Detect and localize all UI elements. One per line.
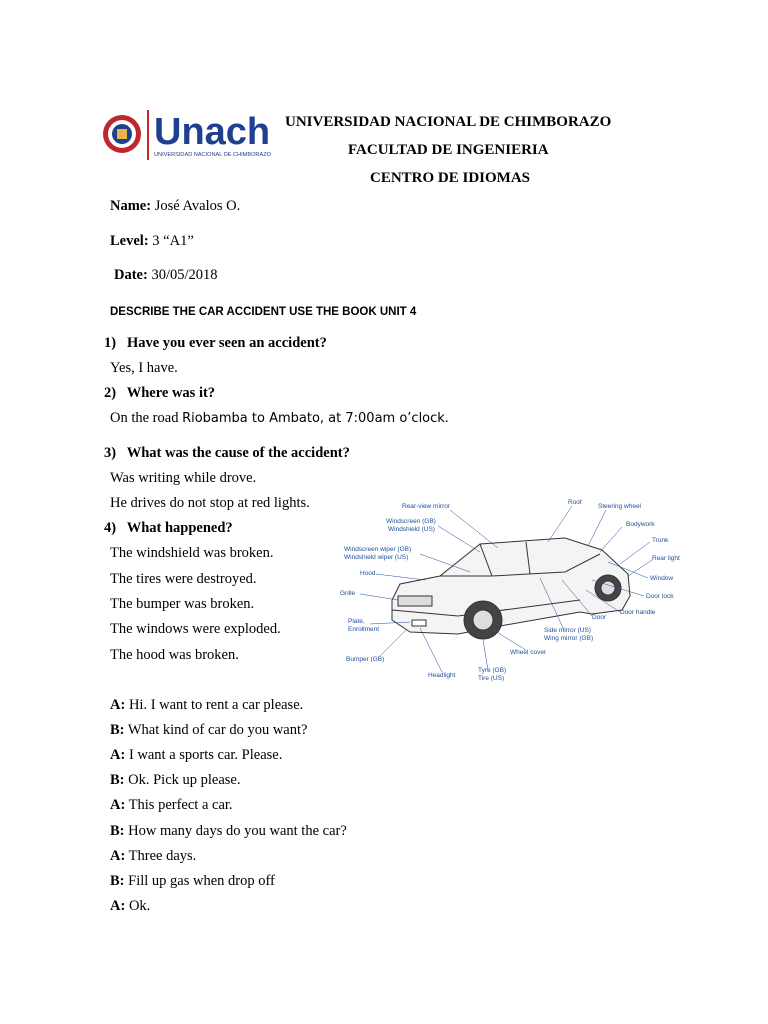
- answer-3a: Was writing while drove.: [110, 470, 257, 486]
- question-2: 2) Where was it?: [104, 385, 216, 401]
- answer-1: Yes, I have.: [110, 360, 178, 376]
- instruction: DESCRIBE THE CAR ACCIDENT USE THE BOOK UNIT 4: [110, 306, 417, 318]
- label-tyre-gb: Tyre (GB): [478, 667, 507, 674]
- label-door: Door: [592, 614, 607, 621]
- answer-4e: The hood was broken.: [110, 647, 239, 663]
- dialogue-line-7: A: Three days.: [110, 848, 197, 864]
- dialogue-line-1: A: Hi. I want to rent a car please.: [110, 697, 304, 713]
- dialogue-line-8: B: Fill up gas when drop off: [110, 873, 275, 889]
- dialogue-line-4: B: Ok. Pick up please.: [110, 772, 241, 788]
- label-window: Window: [650, 575, 674, 582]
- date-value: 30/05/2018: [147, 267, 218, 283]
- name-line: [110, 198, 240, 215]
- label-side-mirror-us: Side mirror (US): [544, 627, 591, 634]
- label-tire-us: Tire (US): [478, 675, 505, 682]
- label-windscreen-wiper-gb: Windscreen wiper (GB): [344, 546, 412, 553]
- answer-3b: He drives do not stop at red lights.: [110, 495, 310, 511]
- label-enrollment: Enrollment: [348, 626, 380, 633]
- label-steering-wheel: Steering wheel: [598, 503, 641, 510]
- label-headlight: Headlight: [428, 672, 456, 679]
- level-line: [110, 233, 194, 250]
- logo-subtitle: UNIVERSIDAD NACIONAL DE CHIMBORAZO: [154, 152, 271, 158]
- label-roof: Roof: [568, 499, 582, 506]
- label-plate: Plate,: [348, 618, 365, 625]
- name-label: Name:: [110, 198, 152, 214]
- answer-4d: The windows were exploded.: [110, 621, 281, 637]
- date-label: Date:: [114, 267, 148, 283]
- label-rear-view-mirror: Rear-view mirror: [402, 503, 451, 510]
- unach-logo: [100, 104, 290, 164]
- dialogue-line-3: A: I want a sports car. Please.: [110, 747, 283, 763]
- label-bumper-gb: Bumper (GB): [346, 656, 385, 663]
- label-hood: Hood: [360, 570, 376, 577]
- dialogue-line-6: B: How many days do you want the car?: [110, 823, 347, 839]
- label-rear-light: Rear light: [652, 555, 680, 562]
- label-door-lock: Door lock: [646, 593, 674, 600]
- answer-4a: The windshield was broken.: [110, 545, 274, 561]
- label-trunk: Trunk: [652, 537, 669, 544]
- center-title: CENTRO DE IDIOMAS: [370, 170, 531, 186]
- label-wing-mirror-gb: Wing mirror (GB): [544, 635, 594, 642]
- label-windshield-wiper-us: Windshield wiper (US): [344, 554, 409, 561]
- question-4: 4) What happened?: [104, 520, 233, 536]
- car-parts-diagram: [330, 492, 690, 692]
- question-1: 1) Have you ever seen an accident?: [104, 335, 327, 351]
- label-wheel-cover: Wheel cover: [510, 649, 547, 656]
- level-label: Level:: [110, 233, 149, 249]
- dialogue-line-2: B: What kind of car do you want?: [110, 722, 308, 738]
- university-title: UNIVERSIDAD NACIONAL DE CHIMBORAZO: [285, 114, 612, 130]
- faculty-title: FACULTAD DE INGENIERIA: [348, 142, 549, 158]
- label-door-handle: Door handle: [620, 609, 656, 616]
- logo-wordmark: Unach: [154, 111, 271, 153]
- level-value: 3 “A1”: [148, 233, 194, 249]
- answer-2: On the road Riobamba to Ambato, at 7:00am o’clock.: [110, 410, 449, 426]
- dialogue-line-5: A: This perfect a car.: [110, 797, 233, 813]
- label-bodywork: Bodywork: [626, 521, 655, 528]
- question-3: 3) What was the cause of the accident?: [104, 445, 350, 461]
- answer-4b: The tires were destroyed.: [110, 571, 257, 587]
- label-grille: Grille: [340, 590, 356, 597]
- dialogue-line-9: A: Ok.: [110, 898, 151, 914]
- label-windscreen-gb: Windscreen (GB): [386, 518, 436, 525]
- name-value: José Avalos O.: [151, 198, 241, 214]
- label-windshield-us: Windshield (US): [388, 526, 435, 533]
- date-line: [114, 267, 218, 284]
- answer-4c: The bumper was broken.: [110, 596, 255, 612]
